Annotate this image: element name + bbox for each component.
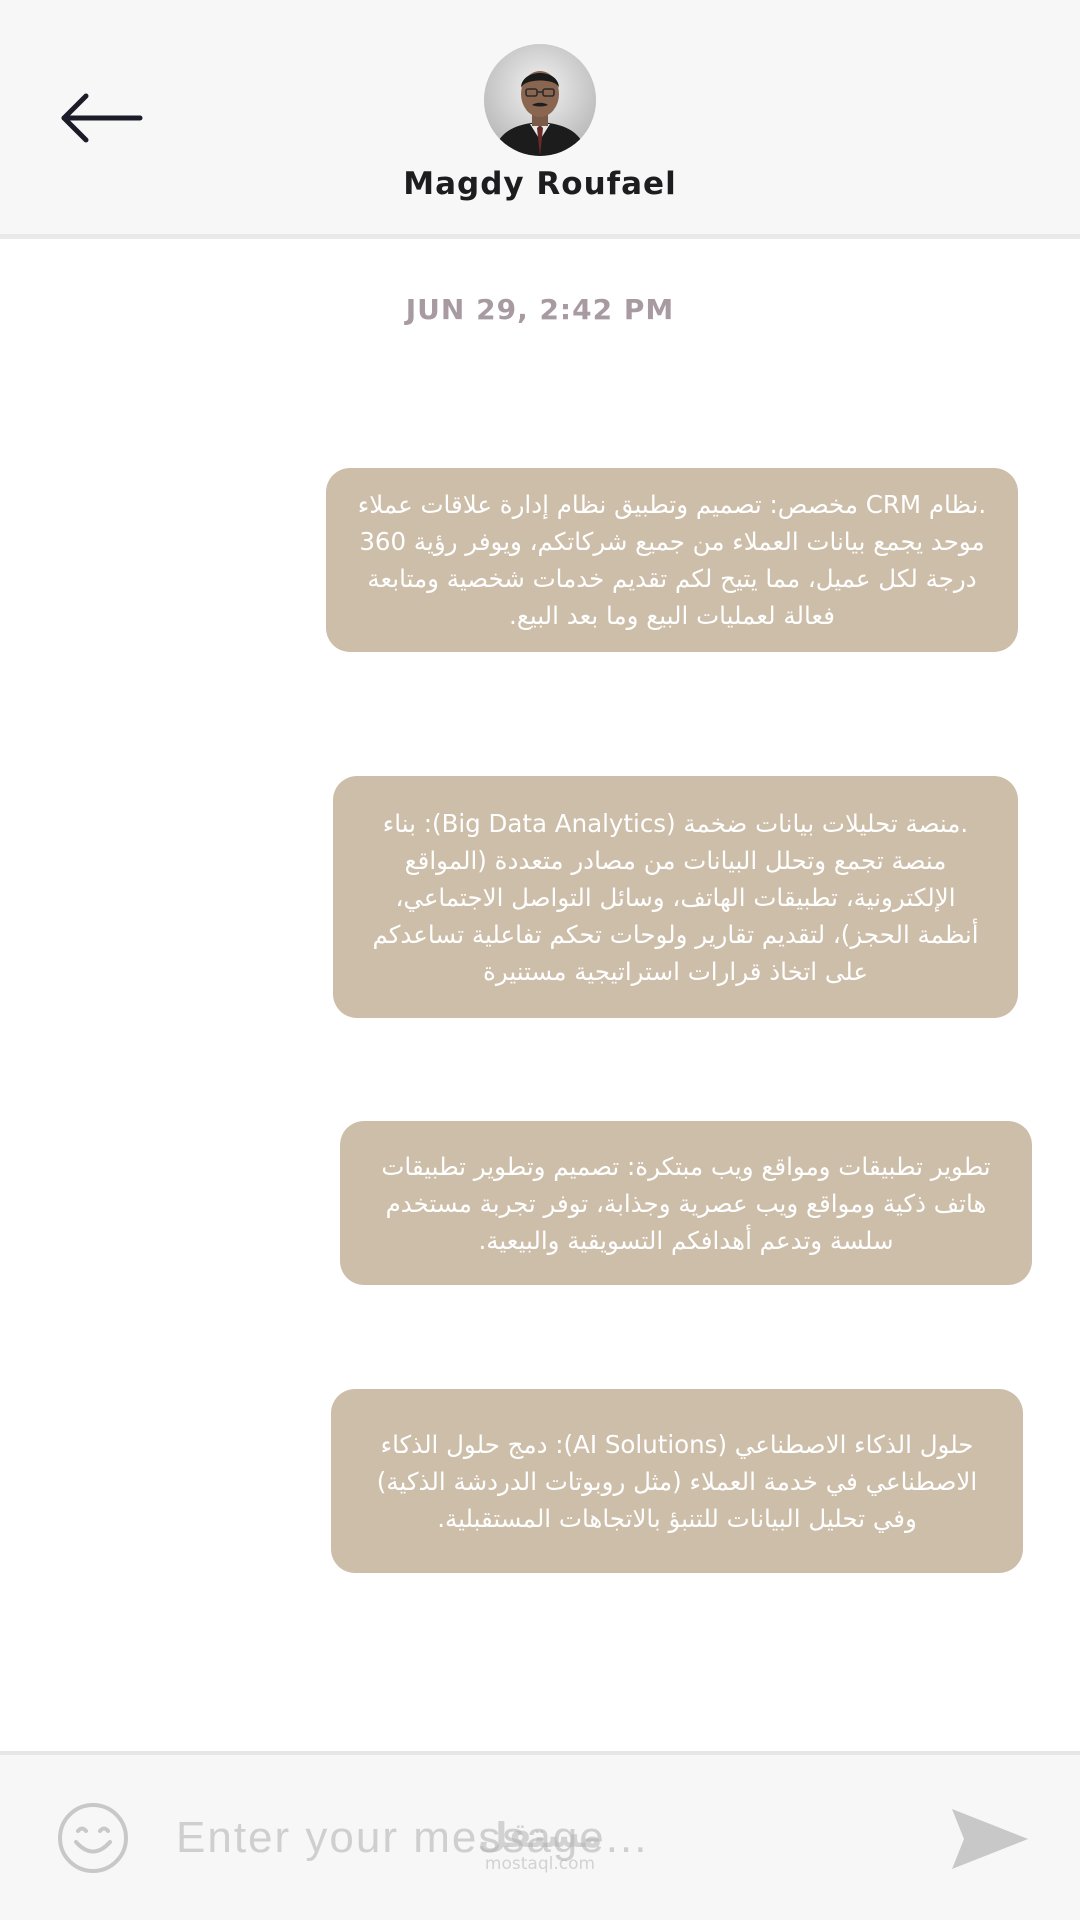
message-bubble[interactable] (333, 776, 1018, 1018)
message-composer (0, 1751, 1080, 1920)
send-icon (950, 1807, 1030, 1871)
message-text: تطوير تطبيقات ومواقع ويب مبتكرة: تصميم وتطوير تطبيقات هاتف ذكية ومواقع ويب عصرية وجذابة، توفر تجربة مستخدم سلسة وتدعم أهدافكم التسويقية والبيعية. (381, 1151, 991, 1255)
avatar[interactable] (484, 44, 596, 156)
back-button[interactable] (60, 88, 146, 148)
contact-name: Magdy Roufael (403, 166, 677, 202)
message-bubble[interactable] (331, 1389, 1023, 1573)
message-text: .منصة تحليلات بيانات ضخمة (Big Data Analytics): بناء منصة تجمع وتحلل البيانات من مصادر متعددة (المواقع الإلكترونية، تطبيقات الهاتف، وسائل التواصل الاجتماعي، أنظمة الحجز)، لتقديم تقارير ولوحات تحكم تفاعلية تساعدكم على اتخاذ قرارات استراتيجية مستنيرة (372, 808, 979, 986)
watermark-logo: مستقل mostaql.com (477, 1816, 603, 1874)
chat-header (0, 0, 1080, 239)
message-input[interactable] (176, 1797, 896, 1879)
arrow-left-icon (60, 88, 146, 148)
emoji-button[interactable] (56, 1801, 130, 1875)
message-bubble[interactable] (340, 1121, 1032, 1285)
emoji-smile-icon (56, 1801, 130, 1875)
avatar-photo (484, 44, 596, 156)
message-text: حلول الذكاء الاصطناعي (AI Solutions): دمج حلول الذكاء الاصطناعي في خدمة العملاء (مثل روبوتات الدردشة الذكية) وفي تحليل البيانات للتنبؤ بالاتجاهات المستقبلية. (376, 1429, 978, 1533)
message-timestamp: JUN 29, 2:42 PM (405, 293, 675, 326)
message-bubble[interactable] (326, 468, 1018, 652)
send-button[interactable] (950, 1807, 1030, 1871)
message-text: .نظام CRM مخصص: تصميم وتطبيق نظام إدارة علاقات عملاء موحد يجمع بيانات العملاء من جميع شركاتكم، ويوفر رؤية 360 درجة لكل عميل، مما يتيح لكم تقديم خدمات شخصية ومتابعة فعالة لعمليات البيع وما بعد البيع. (357, 490, 987, 630)
